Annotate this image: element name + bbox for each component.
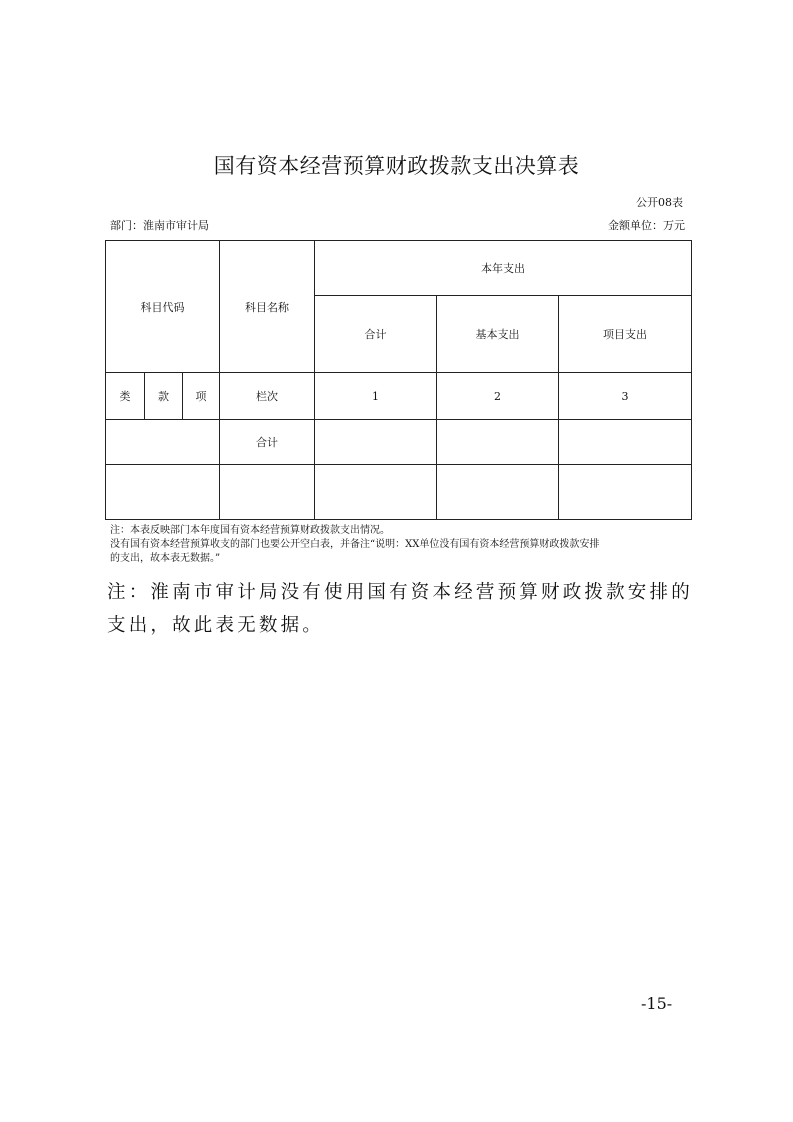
col-number-1: 1: [315, 373, 437, 420]
table-cell: [106, 420, 220, 465]
table-row-column-numbers: [106, 373, 692, 420]
table-notes: [110, 524, 690, 566]
table-header-row-1: [106, 241, 692, 296]
col-number-3: 3: [559, 373, 692, 420]
form-number: 公开08表: [636, 196, 683, 209]
col-section: 款: [145, 373, 183, 420]
expenditure-table: [105, 240, 692, 520]
row-total-label: 合计: [220, 420, 315, 465]
table-row-total: [106, 420, 692, 465]
row-label-columns: 栏次: [220, 373, 315, 420]
header-current-year-expenditure: 本年支出: [315, 241, 692, 296]
table-cell: [437, 465, 559, 520]
col-category: 类: [106, 373, 145, 420]
header-project-expenditure: 项目支出: [559, 296, 692, 373]
table-cell: [315, 420, 437, 465]
note-line-2: 没有国有资本经营预算收支的部门也要公开空白表，并备注“说明：XX单位没有国有资本经营预算财政拨款安排: [110, 539, 600, 550]
table-cell: [559, 420, 692, 465]
table-cell: [559, 465, 692, 520]
header-subject-name: 科目名称: [220, 241, 315, 373]
table-row-empty: [106, 465, 692, 520]
remark-text: 注：淮南市审计局没有使用国有资本经营预算财政拨款安排的支出，故此表无数据。: [107, 582, 693, 636]
table-cell: [106, 465, 220, 520]
header-total: 合计: [315, 296, 437, 373]
header-basic-expenditure: 基本支出: [437, 296, 559, 373]
document-title: 国有资本经营预算财政拨款支出决算表: [213, 154, 580, 178]
table-cell: [437, 420, 559, 465]
note-line-1: 注：本表反映部门本年度国有资本经营预算财政拨款支出情况。: [110, 525, 390, 536]
table-cell: [220, 465, 315, 520]
table-cell: [315, 465, 437, 520]
col-number-2: 2: [437, 373, 559, 420]
note-line-3: 的支出，故本表无数据。”: [110, 553, 221, 564]
department-label: 部门：淮南市审计局: [110, 219, 209, 232]
amount-unit-label: 金额单位：万元: [608, 219, 685, 232]
col-item: 项: [183, 373, 220, 420]
page-number: -15-: [641, 994, 673, 1013]
header-subject-code: 科目代码: [106, 241, 220, 373]
